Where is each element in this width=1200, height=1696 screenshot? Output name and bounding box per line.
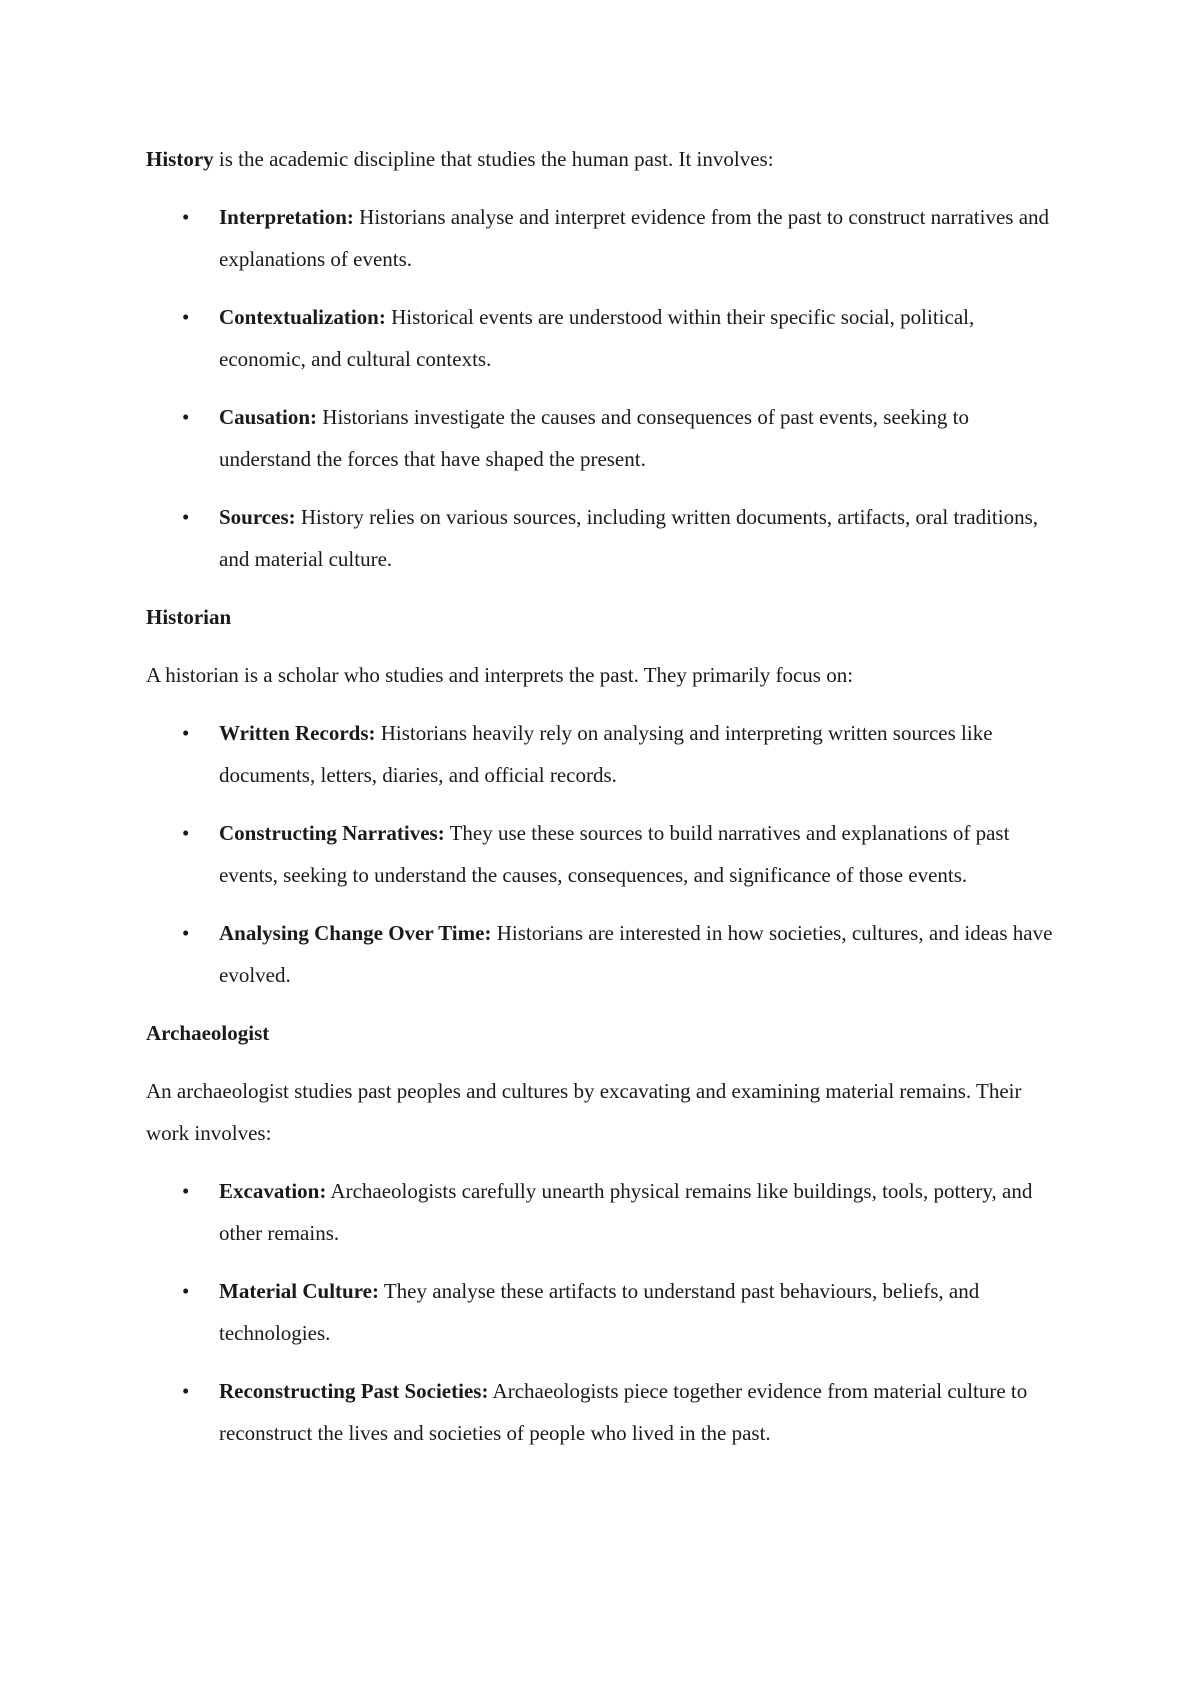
history-points-list <box>146 196 1066 580</box>
document-page <box>146 138 1066 1470</box>
list-item <box>146 1270 1066 1354</box>
historian-heading: Historian <box>146 605 232 629</box>
list-item <box>146 712 1066 796</box>
bullet-icon: • <box>182 305 190 329</box>
list-item-text: Archaeologists piece together evidence from material culture to reconstruct the lives and societies of people who lived in the past. <box>219 1379 1028 1445</box>
list-item <box>146 1370 1066 1454</box>
list-item-text: They analyse these artifacts to understand past behaviours, beliefs, and technologies. <box>219 1279 980 1345</box>
list-item-term: Causation: <box>219 405 318 429</box>
list-item <box>146 1170 1066 1254</box>
bullet-icon: • <box>182 1179 190 1203</box>
list-item-term: Contextualization: <box>219 305 386 329</box>
list-item <box>146 812 1066 896</box>
list-item-term: Reconstructing Past Societies: <box>219 1379 489 1403</box>
archaeologist-paragraph: An archaeologist studies past peoples and cultures by excavating and examining material remains. Their work involves: <box>146 1079 1022 1145</box>
list-item-text: History relies on various sources, including written documents, artifacts, oral traditions, and material culture. <box>219 505 1039 571</box>
list-item-term: Analysing Change Over Time: <box>219 921 492 945</box>
list-item-term: Interpretation: <box>219 205 354 229</box>
list-item-term: Written Records: <box>219 721 376 745</box>
list-item-term: Excavation: <box>219 1179 327 1203</box>
list-item-text: Historians heavily rely on analysing and interpreting written sources like documents, letters, diaries, and official records. <box>219 721 993 787</box>
bullet-icon: • <box>182 405 190 429</box>
archaeologist-points-list <box>146 1170 1066 1454</box>
list-item <box>146 496 1066 580</box>
list-item <box>146 296 1066 380</box>
bullet-icon: • <box>182 1379 190 1403</box>
intro-paragraph <box>146 138 1066 180</box>
historian-points-list <box>146 712 1066 996</box>
list-item <box>146 912 1066 996</box>
archaeologist-heading: Archaeologist <box>146 1021 270 1045</box>
list-item-term: Material Culture: <box>219 1279 379 1303</box>
list-item-text: Archaeologists carefully unearth physical remains like buildings, tools, pottery, and other remains. <box>219 1179 1033 1245</box>
list-item-text: Historians are interested in how societies, cultures, and ideas have evolved. <box>219 921 1053 987</box>
list-item <box>146 196 1066 280</box>
bullet-icon: • <box>182 721 190 745</box>
bullet-icon: • <box>182 921 190 945</box>
bullet-icon: • <box>182 505 190 529</box>
bullet-icon: • <box>182 821 190 845</box>
bullet-icon: • <box>182 1279 190 1303</box>
list-item <box>146 396 1066 480</box>
list-item-text: Historical events are understood within their specific social, political, economic, and cultural contexts. <box>219 305 975 371</box>
list-item-text: Historians analyse and interpret evidence from the past to construct narratives and explanations of events. <box>219 205 1050 271</box>
bullet-icon: • <box>182 205 190 229</box>
historian-paragraph: A historian is a scholar who studies and interprets the past. They primarily focus on: <box>146 663 854 687</box>
list-item-term: Constructing Narratives: <box>219 821 445 845</box>
list-item-term: Sources: <box>219 505 296 529</box>
list-item-text: They use these sources to build narratives and explanations of past events, seeking to understand the causes, consequences, and significance of those events. <box>219 821 1010 887</box>
intro-text: is the academic discipline that studies the human past. It involves: <box>213 147 774 171</box>
intro-term: History <box>146 147 214 171</box>
list-item-text: Historians investigate the causes and consequences of past events, seeking to understand the forces that have shaped the present. <box>219 405 970 471</box>
